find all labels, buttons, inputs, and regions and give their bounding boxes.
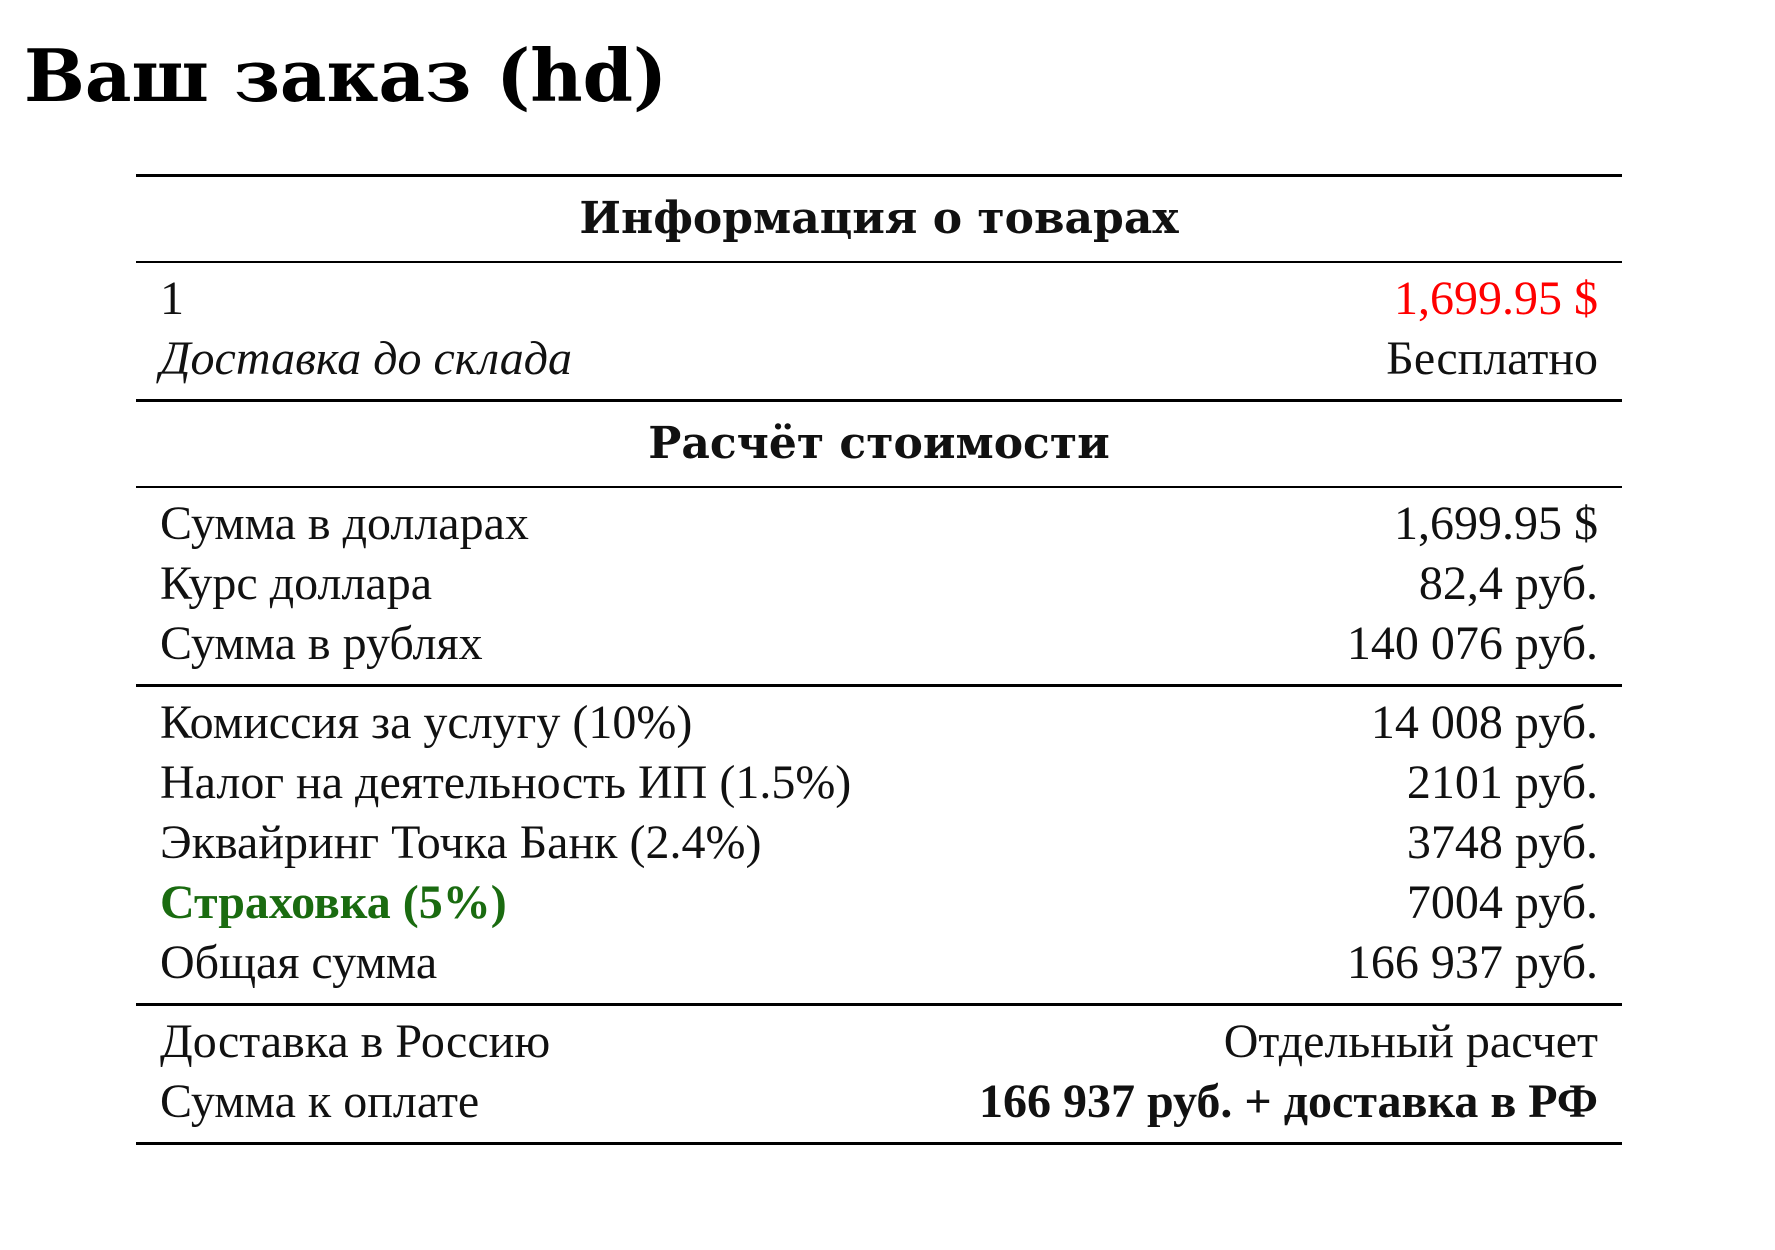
fee-row-tax [160,753,1598,813]
bottom-rule [136,1142,1622,1145]
exchange-rate-label: Курс доллара [160,557,433,610]
acquiring-label: Эквайринг Точка Банк (2.4%) [160,816,762,869]
commission-value: 14 008 руб. [1370,696,1598,749]
order-summary-table [136,174,1622,1145]
rub-sum-label: Сумма в рублях [160,617,483,670]
fee-row-commission [160,693,1598,753]
item-price: 1,699.95 $ [1394,272,1598,325]
rub-sum-value: 140 076 руб. [1346,617,1598,670]
total-value: 166 937 руб. [1346,936,1598,989]
russia-delivery-value: Отдельный расчет [1223,1015,1598,1068]
usd-sum-value: 1,699.95 $ [1394,497,1598,550]
warehouse-shipping-label: Доставка до склада [160,332,572,385]
fee-row-total [160,933,1598,993]
warehouse-shipping-value: Бесплатно [1386,332,1598,385]
warehouse-shipping-row [160,329,1598,389]
conversion-row-rate [160,554,1598,614]
products-section-heading: Информация о товарах [579,193,1179,244]
insurance-label: Страховка (5%) [160,876,507,929]
product-row [160,269,1598,329]
tax-label: Налог на деятельность ИП (1.5%) [160,756,852,809]
total-label: Общая сумма [160,936,438,989]
conversion-row-rub-sum [160,614,1598,674]
insurance-value: 7004 руб. [1406,876,1598,929]
item-number: 1 [160,272,184,325]
fee-row-insurance [160,873,1598,933]
product-block [136,263,1622,399]
acquiring-value: 3748 руб. [1406,816,1598,869]
payment-row-amount-due [160,1072,1598,1132]
tax-value: 2101 руб. [1406,756,1598,809]
exchange-rate-value: 82,4 руб. [1418,557,1598,610]
conversion-row-usd-sum [160,494,1598,554]
fees-block [136,687,1622,1003]
conversion-block [136,488,1622,684]
amount-due-label: Сумма к оплате [160,1075,480,1128]
payment-block [136,1006,1622,1142]
payment-row-delivery [160,1012,1598,1072]
amount-due-value: 166 937 руб. + доставка в РФ [978,1075,1598,1128]
russia-delivery-label: Доставка в Россию [160,1015,551,1068]
cost-section-heading: Расчёт стоимости [648,418,1110,469]
page-title: Ваш заказ (hd) [24,33,668,118]
usd-sum-label: Сумма в долларах [160,497,529,550]
fee-row-acquiring [160,813,1598,873]
commission-label: Комиссия за услугу (10%) [160,696,693,749]
